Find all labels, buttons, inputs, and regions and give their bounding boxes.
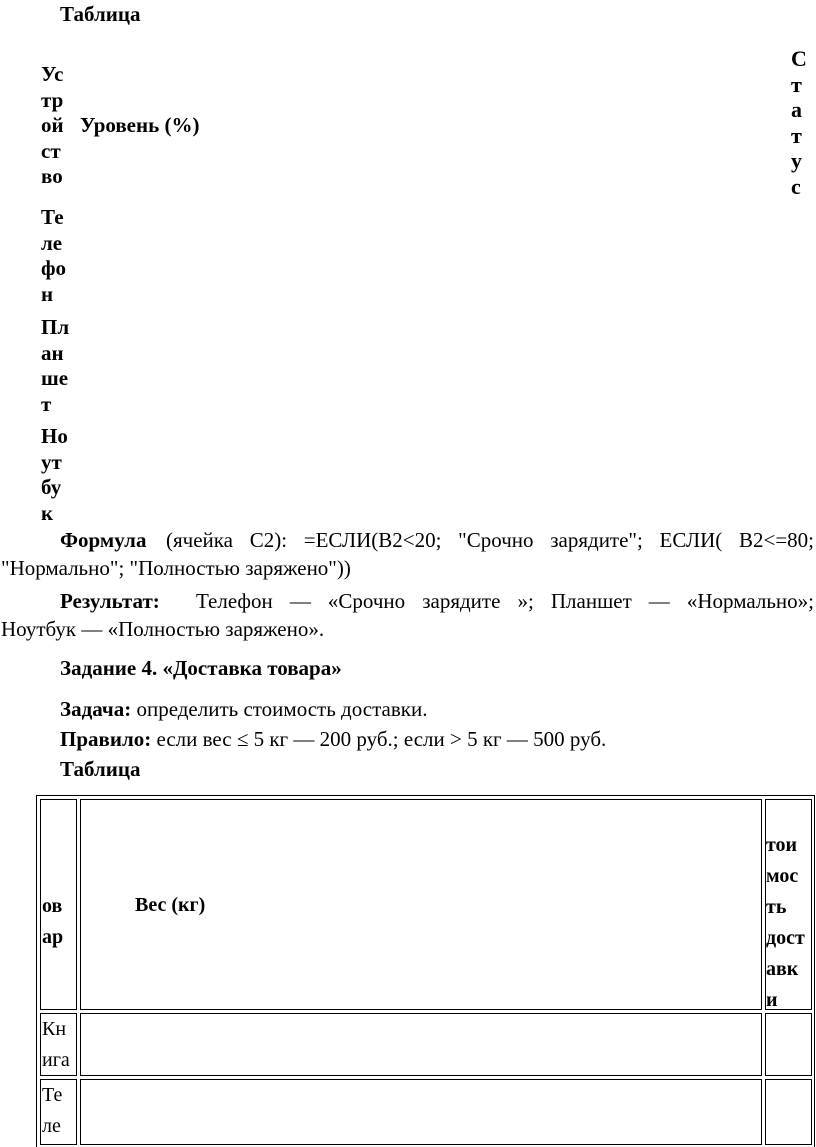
task4-table-heading: Таблица: [60, 757, 141, 781]
table1-row-phone: Те ле фо н: [41, 205, 67, 306]
result-line2: Ноутбук — «Полностью заряжено».: [1, 617, 325, 641]
formula-line2: "Нормально"; "Полностью заряжено")): [1, 556, 351, 580]
table1-heading: Таблица: [60, 2, 141, 26]
table1-header-level: Уровень (%): [80, 113, 200, 137]
result-label: Результат:: [60, 589, 160, 613]
table2-row-phone-cost[interactable]: [765, 1079, 812, 1145]
table2-header-cost: тои мос ть дост авк и: [766, 834, 805, 1011]
table2-header-weight: Вес (кг): [135, 894, 206, 916]
table2-row-book-weight[interactable]: [80, 1013, 762, 1076]
table2-row-phone-label: Те ле: [42, 1084, 63, 1137]
formula-line1: (ячейка C2): =ЕСЛИ(B2<20; "Срочно зарядите"; ЕСЛИ( B2<=80;: [166, 528, 814, 552]
table2-row-book-product: [40, 1013, 77, 1076]
result-line1: Телефон — «Срочно зарядите »; Планшет — «Нормально»;: [196, 589, 814, 613]
formula-label: Формула: [60, 528, 147, 552]
task4-title: Задание 4. «Доставка товара»: [60, 656, 342, 680]
table2-header-weight-cell: [80, 799, 762, 1010]
table1-header-device: Ус тр ой ст во: [41, 62, 64, 188]
table1-header-status: С т а т у с: [791, 46, 807, 199]
table2-row-phone-product: [40, 1079, 77, 1145]
table2-header-product: ов ар: [42, 895, 64, 948]
table2-header-product-cell: [40, 799, 77, 1010]
table1-row-laptop: Но ут бу к: [41, 424, 68, 525]
table2-row-book-label: Кн ига: [42, 1018, 70, 1071]
table2-header-cost-cell: [765, 799, 812, 1010]
task4-rule: Правило: если вес ≤ 5 кг — 200 руб.; если > 5 кг — 500 руб.: [60, 727, 607, 751]
task4-goal: Задача: определить стоимость доставки.: [60, 697, 428, 721]
table2-row-phone-weight[interactable]: [80, 1079, 762, 1145]
table2-row-book-cost[interactable]: [765, 1013, 812, 1076]
table1-row-tablet: Пл ан ше т: [41, 315, 70, 416]
